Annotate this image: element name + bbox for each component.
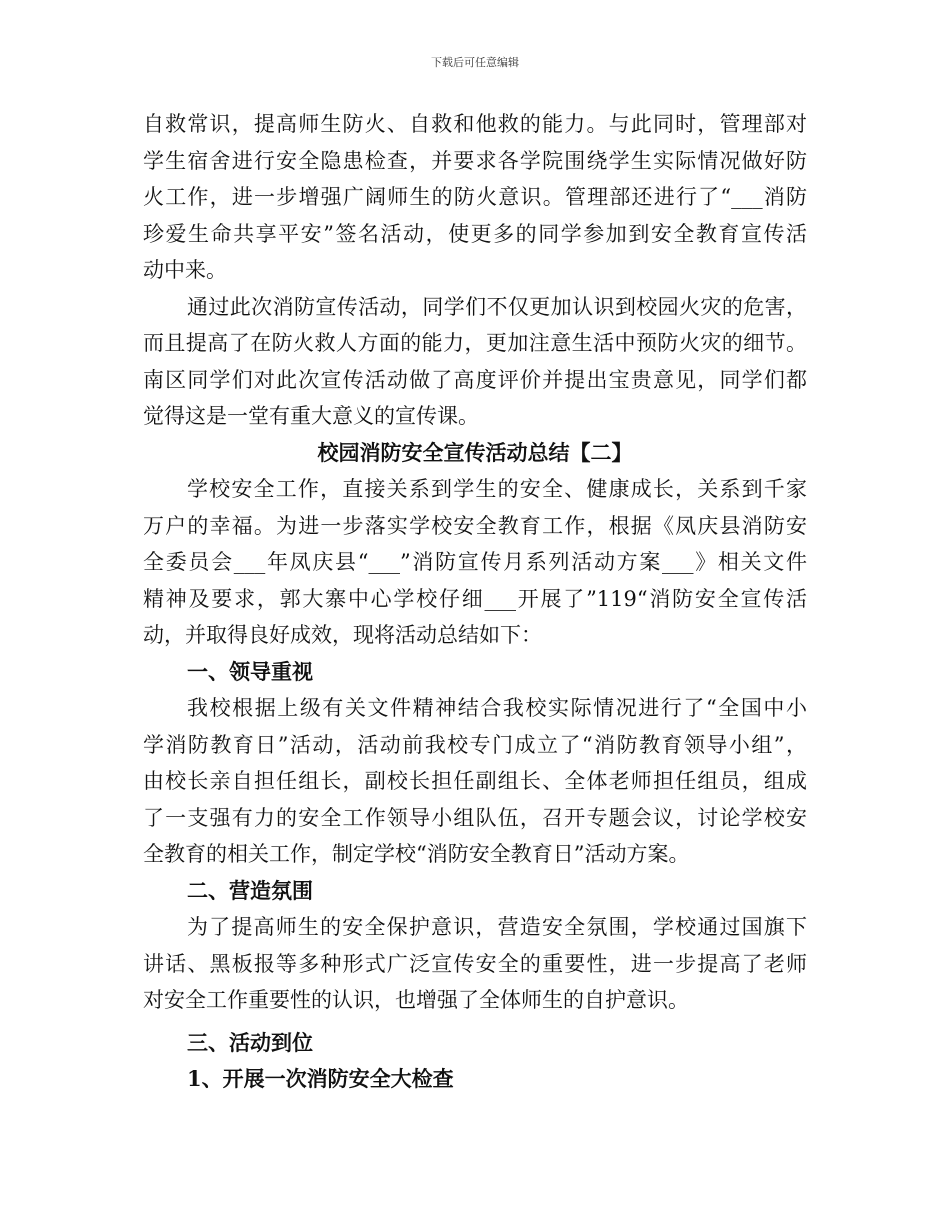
subheading-activities: 三、活动到位 [187, 1029, 313, 1055]
text-line: 了一支强有力的安全工作领导小组队伍，召开专题会议，讨论学校安 [143, 805, 807, 830]
text-line: 动中来。 [143, 258, 227, 282]
text-line: 学消防教育日”活动，活动前我校专门成立了“消防教育领导小组”， [143, 732, 807, 757]
text-line: 觉得这是一堂有重大意义的宣传课。 [143, 404, 479, 428]
text-line: 我校根据上级有关文件精神结合我校实际情况进行了“全国中小 [187, 696, 807, 720]
text-line: 珍爱生命共享平安”签名活动，使更多的同学参加到安全教育宣传活 [143, 221, 807, 246]
text-line: 而且提高了在防火救人方面的能力，更加注意生活中预防火灾的细节。 [143, 331, 807, 355]
text-line: 学校安全工作，直接关系到学生的安全、健康成长，关系到千家 [187, 477, 807, 501]
page-header: 下载后可任意编辑 [431, 56, 519, 69]
subheading-atmosphere: 二、营造氛围 [187, 877, 313, 903]
text-line: 对安全工作重要性的认识，也增强了全体师生的自护意识。 [143, 988, 689, 1012]
text-line: 自救常识，提高师生防火、自救和他救的能力。与此同时，管理部对 [143, 112, 807, 136]
text-line: 火工作，进一步增强广阔师生的防火意识。管理部还进行了“___消防 [143, 185, 807, 209]
section-title: 校园消防安全宣传活动总结【二】 [317, 439, 633, 465]
text-line: 动，并取得良好成效，现将活动总结如下： [143, 623, 542, 647]
text-line: 通过此次消防宣传活动，同学们不仅更加认识到校园火灾的危害， [187, 294, 807, 319]
text-line: 万户的幸福。为进一步落实学校安全教育工作，根据《凤庆县消防安 [143, 513, 807, 538]
text-line: 为了提高师生的安全保护意识，营造安全氛围，学校通过国旗下 [187, 915, 807, 939]
text-line: 全委员会___年凤庆县“___”消防宣传月系列活动方案___》相关文件 [143, 550, 807, 574]
subheading-leadership: 一、领导重视 [187, 658, 313, 684]
document-body [143, 106, 807, 1098]
text-line: 由校长亲自担任组长，副校长担任副组长、全体老师担任组员，组成 [143, 769, 807, 793]
text-line: 全教育的相关工作，制定学校“消防安全教育日”活动方案。 [143, 842, 690, 866]
text-line: 讲话、黑板报等多种形式广泛宣传安全的重要性，进一步提高了老师 [143, 951, 807, 976]
subheading-inspection: 1、开展一次消防安全大检查 [187, 1066, 454, 1091]
text-line: 学生宿舍进行安全隐患检查，并要求各学院围绕学生实际情况做好防 [143, 148, 807, 173]
text-line: 南区同学们对此次宣传活动做了高度评价并提出宝贵意见，同学们都 [143, 367, 807, 392]
text-line: 精神及要求，郭大寨中心学校仔细___开展了”119“消防安全宣传活 [143, 586, 807, 611]
